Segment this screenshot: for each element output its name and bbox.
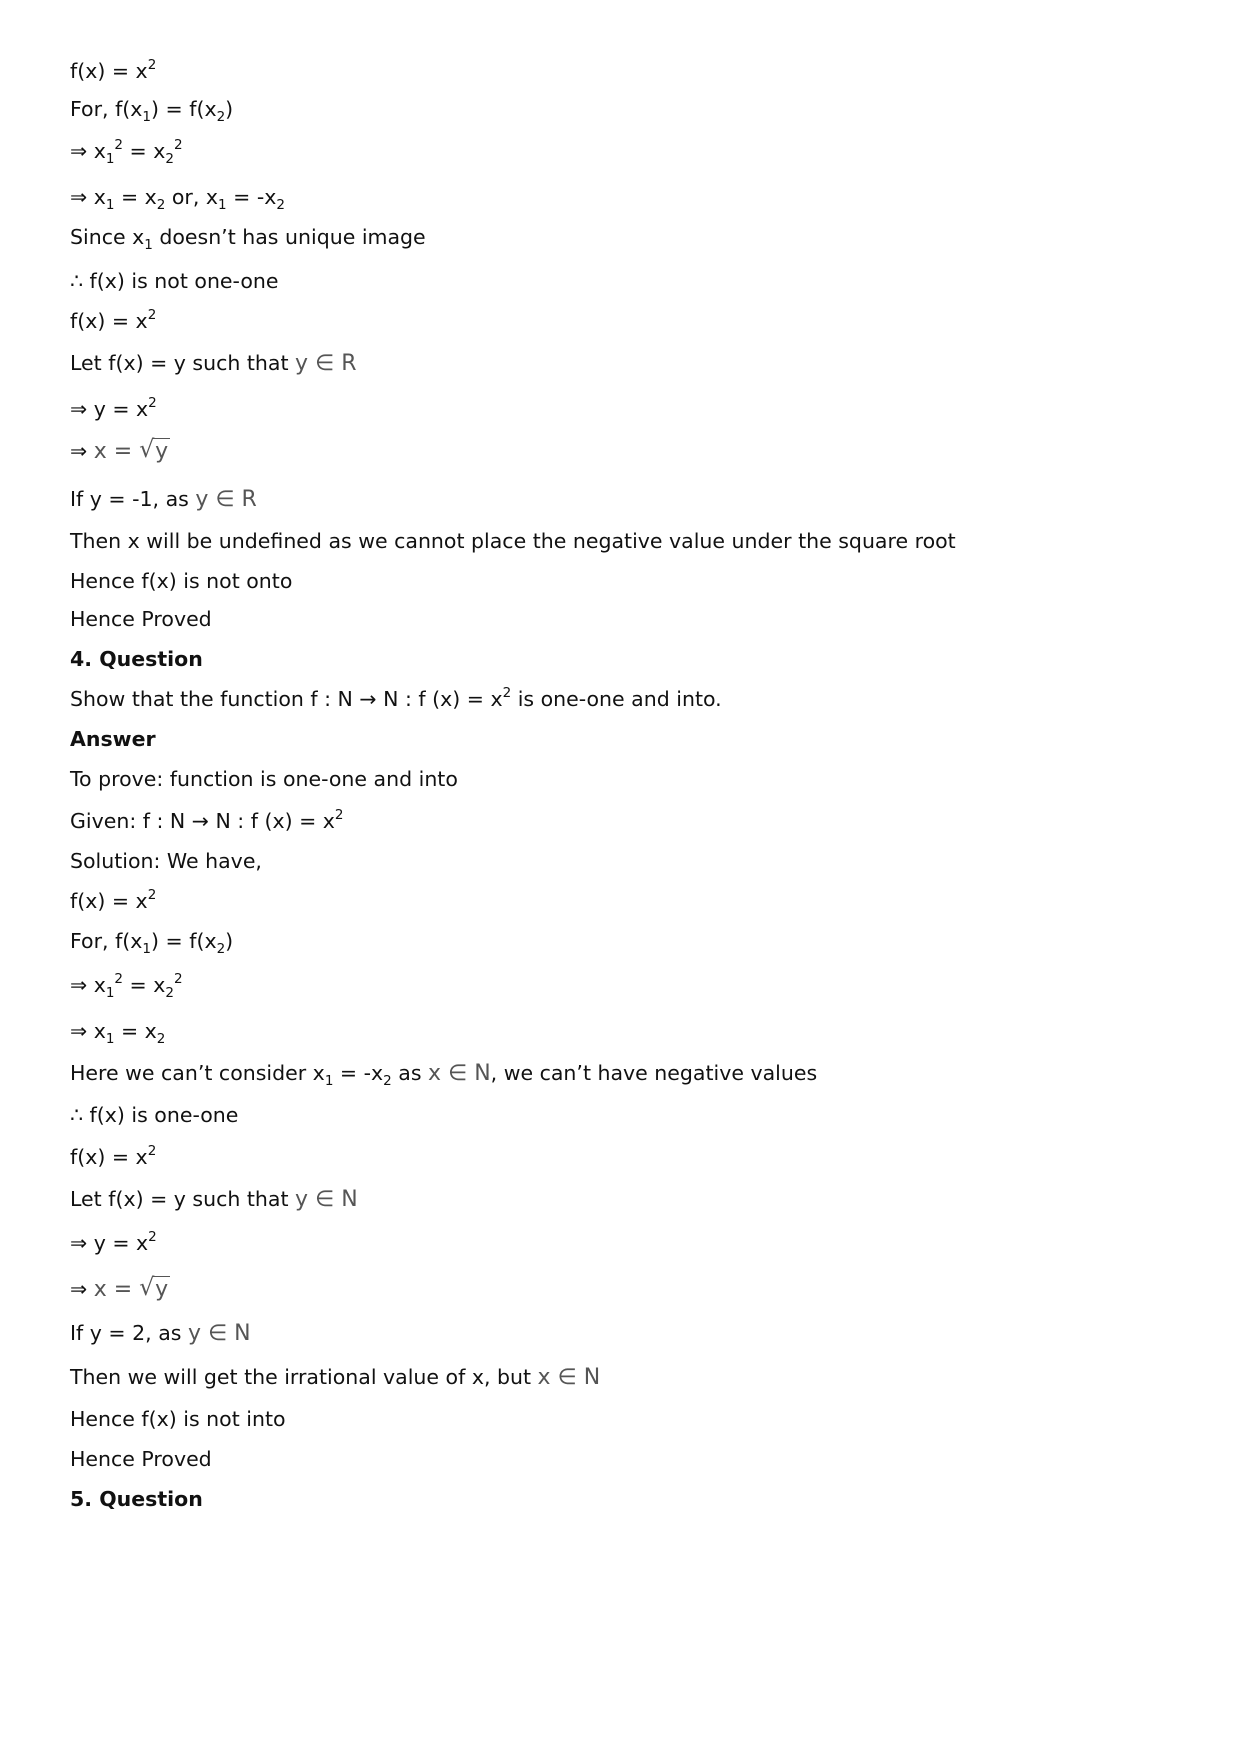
text-segment: = -x [333,1061,384,1085]
subscript: 1 [324,1073,334,1089]
text-line [70,1230,157,1256]
superscript: 2 [334,807,344,823]
subscript: 1 [142,109,152,125]
text-line [70,224,426,253]
text-segment: ⇒ x [70,1019,106,1043]
text-segment: ⇒ [70,1277,94,1301]
text-line [70,137,183,167]
text-line [70,1406,286,1432]
text-segment: Hence f(x) is not onto [70,569,293,593]
text-segment: or, x [165,185,219,209]
text-segment: f(x) = x [70,59,148,83]
text-segment: Hence f(x) is not into [70,1407,286,1431]
text-line [70,808,344,834]
text-segment: ) [225,929,234,953]
text-segment: Let f(x) = y such that [70,1187,296,1211]
text-segment: If y = -1, as [70,487,196,511]
text-line [70,888,156,914]
text-segment: ⇒ [70,439,94,463]
text-segment: Given: f : N → N : f (x) = x [70,809,335,833]
text-segment: Then x will be undefined as we cannot place the negative value under the square root [70,529,956,553]
text-line [70,308,156,334]
text-line [70,1186,358,1213]
text-segment: ) = f(x [151,929,217,953]
superscript: 2 [148,1229,157,1245]
text-line [70,184,285,213]
text-line [70,435,170,465]
subscript: 1 [218,197,227,213]
section-heading [70,1486,203,1512]
math-expression: x ∈ N [428,1061,491,1086]
text-line [70,96,234,125]
subscript: 1 [144,237,153,253]
math-expression: x = [93,439,140,464]
text-line [70,1273,170,1303]
text-segment: For, f(x [70,97,143,121]
text-segment: ) = f(x [151,97,217,121]
text-segment: is one-one and into. [511,687,722,711]
subscript: 2 [383,1073,392,1089]
superscript: 2 [173,137,183,153]
square-root [139,435,170,465]
text-line [70,350,357,377]
text-segment: f(x) = x [70,889,148,913]
text-line [70,1018,166,1047]
text-segment: 5. Question [70,1487,203,1511]
text-segment: ) [225,97,234,121]
text-segment: 4. Question [70,647,203,671]
subscript: 2 [216,109,226,125]
text-line [70,1446,212,1472]
text-segment: ⇒ x [70,139,106,163]
superscript: 2 [114,971,124,987]
radical-sign-icon: √ [139,1273,155,1301]
superscript: 2 [147,887,157,903]
subscript: 2 [156,197,166,213]
text-line [70,568,292,594]
text-line [70,1102,238,1128]
superscript: 2 [148,395,157,411]
text-line [70,1320,251,1347]
text-segment: Hence Proved [70,1447,212,1471]
text-segment: Answer [70,727,156,751]
text-segment: ⇒ x [70,185,106,209]
text-segment: = x [123,973,166,997]
subscript: 2 [156,1031,166,1047]
text-segment: Here we can’t consider x [70,1061,325,1085]
superscript: 2 [147,57,157,73]
text-line [70,1060,817,1087]
text-segment: Since x [70,225,145,249]
text-line [70,528,956,554]
text-segment: For, f(x [70,929,143,953]
text-line [70,268,278,294]
text-line [70,848,262,874]
math-expression: y ∈ R [295,351,357,376]
math-expression: x ∈ N [537,1365,601,1390]
text-line [70,686,722,712]
subscript: 2 [165,985,174,1001]
superscript: 2 [502,685,512,701]
math-expression: y ∈ R [195,487,257,512]
square-root [139,1273,170,1303]
superscript: 2 [173,971,183,987]
section-heading [70,726,156,752]
text-line [70,606,212,632]
text-segment: Let f(x) = y such that [70,351,296,375]
math-expression: x = [93,1277,140,1302]
math-expression: y ∈ N [295,1187,358,1212]
text-segment: doesn’t has unique image [152,225,426,249]
superscript: 2 [147,307,157,323]
superscript: 2 [147,1143,157,1159]
text-segment: f(x) = x [70,309,148,333]
text-segment: ⇒ x [70,973,106,997]
text-line [70,58,156,84]
text-line [70,971,183,1001]
superscript: 2 [114,137,124,153]
text-line [70,486,257,513]
section-heading [70,646,203,672]
text-segment: Solution: We have, [70,849,262,873]
text-segment: = x [114,185,157,209]
text-segment: ∴ f(x) is not one-one [70,269,279,293]
text-line [70,928,234,957]
text-segment: , we can’t have negative values [490,1061,818,1085]
radicand: y [155,1277,169,1302]
text-segment: If y = 2, as [70,1321,188,1345]
subscript: 1 [105,985,115,1001]
text-segment: = x [123,139,166,163]
subscript: 2 [216,941,226,957]
text-segment: ⇒ y = x [70,397,149,421]
radical-sign-icon: √ [139,435,155,463]
text-line [70,396,157,422]
text-segment: Then we will get the irrational value of x, but [70,1365,538,1389]
radicand: y [155,439,169,464]
text-segment: = -x [226,185,277,209]
subscript: 1 [105,151,115,167]
text-line [70,1144,156,1170]
subscript: 1 [105,1031,115,1047]
subscript: 1 [105,197,115,213]
subscript: 2 [165,151,174,167]
text-line [70,1364,600,1391]
subscript: 2 [276,197,285,213]
subscript: 1 [142,941,152,957]
text-segment: = x [114,1019,157,1043]
text-segment: f(x) = x [70,1145,148,1169]
text-line [70,766,458,792]
text-segment: ⇒ y = x [70,1231,149,1255]
text-segment: Show that the function f : N → N : f (x) = x [70,687,503,711]
text-segment: as [391,1061,429,1085]
text-segment: To prove: function is one-one and into [70,767,458,791]
text-segment: ∴ f(x) is one-one [70,1103,239,1127]
text-segment: Hence Proved [70,607,212,631]
math-expression: y ∈ N [187,1321,251,1346]
